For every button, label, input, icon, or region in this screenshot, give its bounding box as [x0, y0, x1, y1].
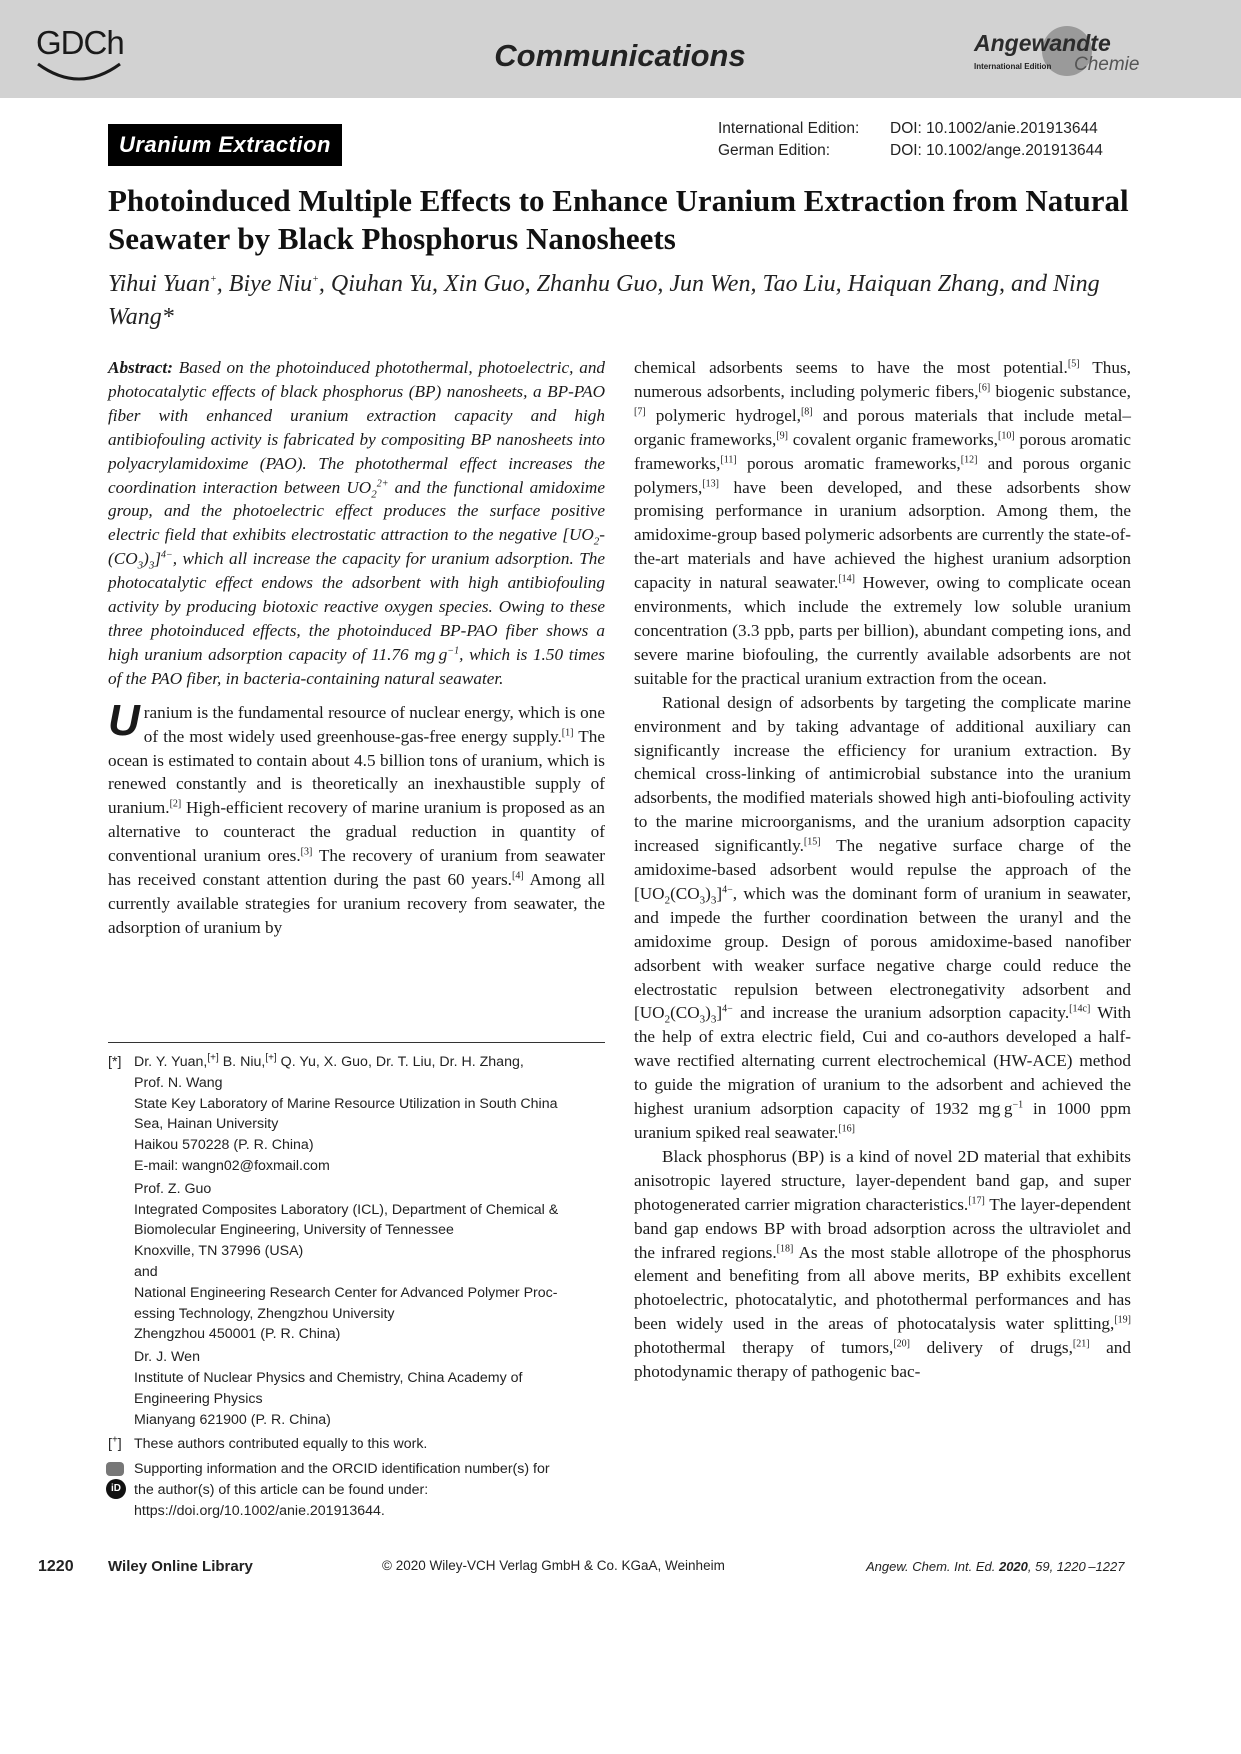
affiliation-line: Haikou 570228 (P. R. China)	[134, 1137, 314, 1154]
affiliation-line: National Engineering Research Center for Advanced Polymer Proc-	[134, 1284, 558, 1301]
affiliation-line: Dr. Y. Yuan,[+] B. Niu,[+] Q. Yu, X. Guo, Dr. T. Liu, Dr. H. Zhang,	[134, 1052, 524, 1070]
copyright-notice: © 2020 Wiley-VCH Verlag GmbH & Co. KGaA, Weinheim	[382, 1558, 725, 1573]
doi-row-german	[718, 140, 1103, 162]
abstract-text: Based on the photoinduced photothermal, photoelectric, and photocatalytic effects of black phosphorus (BP) nanosheets, a BP-PAO fiber with enhanced uranium extraction capacity and high antibiofouling activity is fabricated by compositing BP nanosheets into polyacrylamidoxime (PAO). The photothermal effect increases the coordination interaction between $UO_2^{2+}$ and the functional amidoxime group, and the photoelectric effect produces the surface positive electric field that exhibits electrostatic attraction to the negative $[UO_2-(CO_3)_3]^{4-}$, which all increase the capacity for uranium adsorption. The photocatalytic effect endows the adsorbent with high antibiofouling activity by producing biotoxic reactive oxygen species. Owing to these three photoinduced effects, the photoinduced BP-PAO fiber shows a high uranium adsorption capacity of 11.76 mg $g^{-1}$, which is 1.50 times of the PAO fiber, in bacteria-containing natural seawater.	[108, 358, 606, 688]
supporting-info-text	[134, 1459, 608, 1521]
journal-citation: Angew. Chem. Int. Ed. 2020, 59, 1220 –1227	[866, 1559, 1125, 1574]
affiliation-line: Zhengzhou 450001 (P. R. China)	[134, 1326, 341, 1343]
equal-contribution-marker: [+]	[108, 1434, 122, 1453]
equal-contribution-text: These authors contributed equally to this work.	[134, 1436, 428, 1453]
angewandte-logo	[970, 24, 1220, 84]
affiliation-line: State Key Laboratory of Marine Resource Utilization in South China	[134, 1095, 558, 1112]
affiliation-body	[134, 1052, 608, 1430]
affiliation-line: Biomolecular Engineering, University of Tennessee	[134, 1222, 454, 1239]
doi-value[interactable]: DOI: 10.1002/ange.201913644	[890, 142, 1103, 159]
equal-contribution-note	[108, 1434, 608, 1455]
drop-cap: U	[108, 695, 140, 745]
section-title: Communications	[494, 38, 746, 73]
affiliation-line: Prof. Z. Guo	[134, 1180, 212, 1197]
affiliation-line: Sea, Hainan University	[134, 1116, 279, 1133]
intro-paragraph	[108, 695, 605, 940]
affiliation-group	[134, 1052, 608, 1177]
supporting-info-note	[108, 1459, 608, 1521]
page-footer	[38, 1558, 1138, 1582]
affiliation-line: E-mail: wangn02@foxmail.com	[134, 1157, 330, 1174]
footnote-divider	[108, 1042, 605, 1043]
author-list: Yihui Yuan+, Biye Niu+, Qiuhan Yu, Xin Guo, Zhanhu Guo, Jun Wen, Tao Liu, Haiquan Zhang, and Ning Wang*	[108, 271, 1100, 330]
doi-label: International Edition:	[718, 120, 860, 137]
abstract-label: Abstract:	[108, 358, 173, 377]
affiliation-marker: [*]	[108, 1054, 122, 1070]
affiliation-line: Knoxville, TN 37996 (USA)	[134, 1243, 304, 1260]
wiley-online-library-link[interactable]: Wiley Online Library	[108, 1558, 253, 1575]
doi-label: German Edition:	[718, 142, 830, 159]
article-title: Photoinduced Multiple Effects to Enhance Uranium Extraction from Natural Seawater by Black Phosphorus Nanosheets	[108, 183, 1129, 256]
intro-text: ranium is the fundamental resource of nuclear energy, which is one of the most widely used greenhouse-gas-free energy supply.[1] The ocean is estimated to contain about 4.5 billion tons of uranium, which is renewed constantly and is theoretically an inexhaustible supply of uranium.[2] High-efficient recovery of marine uranium is proposed as an alternative to counteract the gradual reduction in quantity of conventional uranium ores.[3] The recovery of uranium from seawater has received constant attention during the past 60 years.[4] Among all currently available strategies for uranium recovery from seawater, the adsorption of uranium by	[108, 702, 605, 937]
affiliation-line: Engineering Physics	[134, 1390, 263, 1407]
abstract	[108, 356, 605, 691]
body-paragraph: Black phosphorus (BP) is a kind of novel 2D material that exhibits anisotropic layered structure, layer-dependent band gap, and super photogenerated carrier migration characteristics.[17] The layer-dependent band gap endows BP with broad adsorption across the ultraviolet and the infrared regions.[18] As the most stable allotrope of the phosphorus element and benefiting from all above merits, BP exhibits excellent photoelectric, photocatalytic, and photothermal performances and has been widely used in the areas of photocatalysis water splitting,[19] photothermal therapy of tumors,[20] delivery of drugs,[21] and photodynamic therapy of pathogenic bac-	[634, 1146, 1131, 1382]
page-number: 1220	[38, 1558, 74, 1575]
si-icons	[106, 1459, 128, 1499]
affiliation-line: Prof. N. Wang	[134, 1074, 223, 1091]
gdch-logo	[36, 24, 126, 84]
angewandte-edition-text: International Edition	[974, 62, 1052, 71]
journal-header	[0, 0, 1241, 98]
supporting-info-icon	[106, 1462, 124, 1476]
gdch-logo-text: GDCh	[36, 24, 124, 61]
doi-value[interactable]: DOI: 10.1002/anie.201913644	[890, 120, 1098, 137]
affiliation-group	[134, 1347, 608, 1430]
supporting-info-line: Supporting information and the ORCID identification number(s) for	[134, 1461, 550, 1478]
angewandte-logo-subtext: Chemie	[1074, 54, 1140, 75]
left-column	[108, 356, 605, 940]
right-column	[634, 356, 1131, 1384]
topic-badge: Uranium Extraction	[108, 124, 342, 166]
body-paragraph: chemical adsorbents seems to have the most potential.[5] Thus, numerous adsorbents, including polymeric fibers,[6] biogenic substance,[7] polymeric hydrogel,[8] and porous materials that include metal–organic frameworks,[9] covalent organic frameworks,[10] porous aromatic frameworks,[11] porous aromatic frameworks,[12] and porous organic polymers,[13] have been developed, and these adsorbents show promising performance in uranium adsorption. Among them, the amidoxime-group based polymeric adsorbents are currently the state-of-the-art materials and have achieved the highest uranium adsorption capacity in natural seawater.[14] However, owing to complicate ocean environments, which include the extremely low soluble uranium concentration (3.3 ppb, parts per billion), abundant competing ions, and severe marine biofouling, the currently available adsorbents are not suitable for the practical uranium extraction from the ocean.	[634, 358, 1132, 688]
supporting-info-line: the author(s) of this article can be found under:	[134, 1481, 429, 1498]
doi-row-international	[718, 118, 1103, 140]
angewandte-logo-text: Angewandte	[974, 30, 1111, 56]
supporting-info-link[interactable]: https://doi.org/10.1002/anie.201913644.	[134, 1502, 385, 1519]
affiliation-line: Integrated Composites Laboratory (ICL), Department of Chemical &	[134, 1201, 559, 1218]
gdch-arc-icon	[36, 60, 122, 84]
affiliation-footnotes	[108, 1052, 608, 1522]
affiliation-line: Mianyang 621900 (P. R. China)	[134, 1411, 331, 1428]
affiliation-line: Institute of Nuclear Physics and Chemistry, China Academy of	[134, 1369, 523, 1386]
doi-block	[718, 118, 1103, 162]
affiliation-line: Dr. J. Wen	[134, 1349, 200, 1366]
affiliation-group	[134, 1179, 608, 1345]
orcid-icon: iD	[106, 1479, 126, 1499]
body-paragraph: Rational design of adsorbents by targeting the complicate marine environment and by taking advantage of additional auxiliary can significantly increase the efficiency for uranium extraction. By chemical cross-linking of antimicrobial substance into the uranium adsorbents, the modified materials showed high anti-biofouling activity to the marine microorganisms, and the uranium adsorption capacity increased significantly.[15] The negative surface charge of the amidoxime-based adsorbent would repulse the approach of the $[UO_2(CO_3)_3]^{4-}$, which was the dominant form of uranium in seawater, and impede the further coordination between the uranyl and the amidoxime group. Design of porous amidoxime-based nanofiber adsorbent with weaker surface negative charge could reduce the electrostatic repulsion between electronegativity adsorbent and $[UO_2(CO_3)_3]^{4-}$ and increase the uranium adsorption capacity.[14c] With the help of extra electric field, Cui and co-authors developed a half-wave rectified alternating current electrochemical (HW-ACE) method to guide the migration of uranium to the adsorbent and achieved the highest uranium adsorption capacity of 1932 mg $g^{-1}$ in 1000 ppm uranium spiked real seawater.[16]	[634, 692, 1131, 1142]
affiliation-line: essing Technology, Zhengzhou University	[134, 1305, 395, 1322]
affiliation-block	[108, 1052, 608, 1430]
affiliation-line: and	[134, 1263, 158, 1280]
